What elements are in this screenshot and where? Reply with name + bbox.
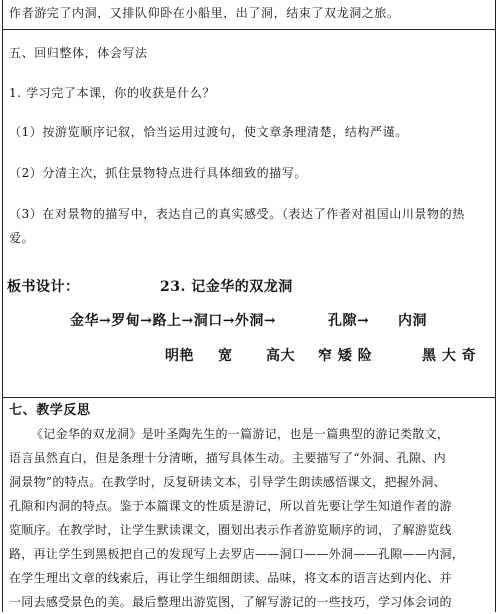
reflection-paragraph xyxy=(9,422,491,614)
section-seven-heading: 七、教学反思 xyxy=(9,403,91,418)
board-title: 23. 记金华的双龙洞 xyxy=(160,279,293,295)
question-1: 1. 学习完了本课，你的收获是什么？ xyxy=(9,86,216,100)
feature-narrow: 窄 矮 险 xyxy=(318,348,373,364)
reflection-line: 孔隙和内洞的特点。鉴于本篇课文的性质是游记，所以首先要让学生知道作者的游 xyxy=(9,499,452,513)
row-divider xyxy=(2,29,496,30)
board-route-inner: 内洞 xyxy=(398,313,427,329)
feature-dark: 黑 大 奇 xyxy=(422,348,477,364)
answer-3: （3）在对景物的描写中，表达自己的真实感受。（表达了作者对祖国山川景物的热 xyxy=(9,207,465,221)
board-design-label: 板书设计： xyxy=(7,279,80,295)
reflection-line: 一同去感受景色的美。最后整理出游览图，了解写游记的一些技巧，学习体会词的 xyxy=(9,595,452,609)
answer-2: （2）分清主次，抓住景物特点进行具体细致的描写。 xyxy=(9,166,308,180)
reflection-line: 览顺序。在教学时，让学生默读课文，圈划出表示作者游览顺序的词，了解游览线 xyxy=(9,523,452,537)
row-divider xyxy=(2,397,496,398)
board-route-gap: 孔隙→ xyxy=(328,313,370,329)
reflection-line: 洞景物”的特点。在教学时，反复研读文本，引导学生朗读感悟课文，把握外洞、 xyxy=(9,475,446,489)
reflection-line: 路，再让学生到黑板把自己的发现写上去罗店——洞口——外洞——孔隙——内洞， xyxy=(9,547,465,561)
feature-wide: 宽 xyxy=(218,348,233,364)
feature-bright: 明艳 xyxy=(165,348,194,364)
answer-1: （1）按游览顺序记叙，恰当运用过渡句，使文章条理清楚，结构严谨。 xyxy=(9,125,408,139)
reflection-line: 语言虽然直白，但是条理十分清晰，描写具体生动。主要描写了“外洞、孔隙、内 xyxy=(9,451,446,465)
answer-3-cont: 爱。 xyxy=(9,231,35,245)
feature-tall: 高大 xyxy=(266,348,295,364)
board-route: 金华→罗甸→路上→洞口→外洞→ xyxy=(70,313,277,329)
reflection-line: 在学生理出文章的线索后，再让学生细细朗读、品味，将文本的语言达到内化、并 xyxy=(9,571,452,585)
text-line-1: 作者游完了内洞，又排队仰卧在小船里，出了洞，结束了双龙洞之旅。 xyxy=(9,6,400,20)
section-five-heading: 五、回归整体，体会写法 xyxy=(9,46,148,60)
reflection-line: 《记金华的双龙洞》是叶圣陶先生的一篇游记，也是一篇典型的游记类散文， xyxy=(31,427,450,441)
